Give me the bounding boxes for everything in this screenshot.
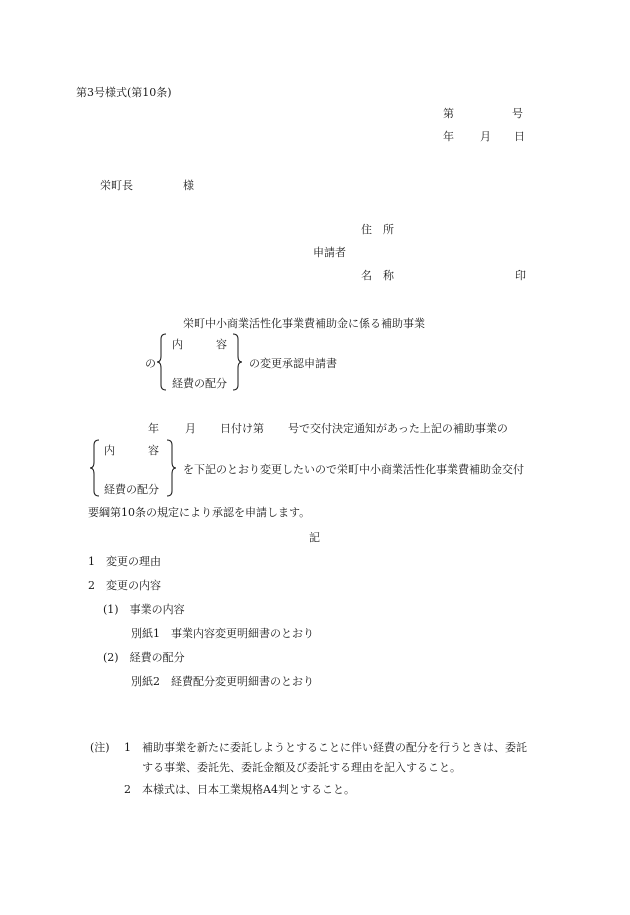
body-option-expense: 経費の配分 — [104, 483, 159, 496]
note-2-text: 本様式は、日本工業規格A4判とすること。 — [142, 783, 355, 796]
right-brace-icon — [166, 439, 176, 497]
addressee-honorific: 様 — [183, 179, 194, 192]
left-brace-icon — [90, 439, 100, 497]
sub-item-2-expense-allocation: (2) 経費の配分 — [103, 651, 185, 664]
applicant-address-label: 住 所 — [361, 223, 394, 236]
body-continuation-text: を下記のとおり変更したいので栄町中小商業活性化事業費補助金交付 — [183, 463, 524, 476]
date-month-label: 月 — [480, 130, 491, 143]
body-line3: 要綱第10条の規定により承認を申請します。 — [88, 506, 311, 519]
date-year-label: 年 — [443, 130, 454, 143]
form-title: 第3号様式(第10条) — [76, 86, 172, 99]
date-day-label: 日 — [514, 130, 525, 143]
number-go-label: 号 — [512, 107, 523, 120]
seal-label: 印 — [515, 269, 526, 282]
notes-label: (注) — [90, 741, 110, 754]
item-1-change-reason: 1 変更の理由 — [88, 555, 161, 568]
addressee-name: 栄町長 — [100, 179, 133, 192]
document-title-suffix: の変更承認申請書 — [249, 357, 337, 370]
note-1-line1: 補助事業を新たに委託しようとすることに伴い経費の配分を行うときは、委託 — [142, 741, 527, 754]
ki-heading: 記 — [309, 531, 320, 544]
right-brace-icon — [232, 333, 242, 391]
document-title-option-content: 内 容 — [172, 338, 227, 351]
sub-item-1-business-content: (1) 事業の内容 — [103, 603, 185, 616]
number-dai-label: 第 — [443, 107, 454, 120]
note-1-line2: する事業、委託先、委託金額及び委託する理由を記入すること。 — [142, 761, 461, 774]
applicant-role-label: 申請者 — [313, 246, 346, 259]
document-title-line1: 栄町中小商業活性化事業費補助金に係る補助事業 — [183, 317, 425, 330]
note-1-number: 1 — [124, 741, 131, 754]
document-title-option-expense: 経費の配分 — [172, 377, 227, 390]
sub-item-2-detail: 別紙2 経費配分変更明細書のとおり — [131, 675, 314, 688]
body-year-label: 年 — [148, 422, 159, 435]
body-option-content: 内 容 — [104, 444, 159, 457]
left-brace-icon — [157, 333, 167, 391]
body-go-text: 号で交付決定通知があった上記の補助事業の — [288, 422, 508, 435]
applicant-name-label: 名 称 — [361, 269, 394, 282]
body-date-text: 日付け第 — [220, 422, 264, 435]
item-2-change-content: 2 変更の内容 — [88, 579, 161, 592]
document-title-prefix: の — [145, 357, 156, 370]
note-2-number: 2 — [124, 783, 131, 796]
sub-item-1-detail: 別紙1 事業内容変更明細書のとおり — [131, 627, 314, 640]
body-month-label: 月 — [185, 422, 196, 435]
